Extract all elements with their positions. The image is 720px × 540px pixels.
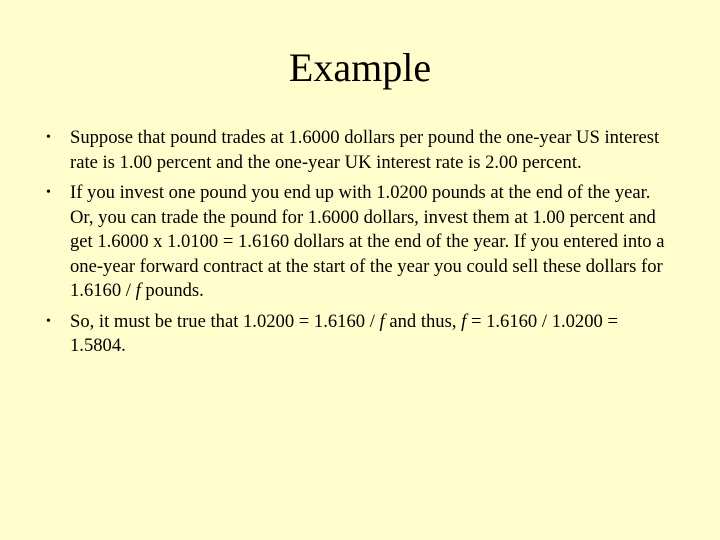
bullet-item	[44, 126, 674, 175]
bullet-text: and thus,	[384, 310, 462, 332]
variable-f: f	[135, 280, 141, 301]
bullet-dot-icon: •	[46, 185, 51, 200]
bullet-dot-icon: •	[46, 130, 51, 145]
slide-title: Example	[288, 45, 432, 90]
bullet-dot-icon: •	[46, 313, 51, 329]
bullet-text: If you invest one pound you end up with 1.0200 pounds at the end of the year. Or, you can trade the pound for 1.6000 dollars, invest them at 1.00 percent and get 1.6000 x 1.0100 = 1.6160 dollars at the end of the year. If you entered into a one-year forward contract at the start of the year you could sell these dollars for 1.6160 /	[70, 182, 665, 301]
bullet-text: Suppose that pound trades at 1.6000 dollars per pound the one-year US interest rate is 1.00 percent and the one-year UK interest rate is 2.00 percent.	[70, 127, 660, 173]
bullet-text: = 1.6160 / 1.0200 = 1.5804.	[70, 310, 618, 356]
variable-f: f	[379, 310, 385, 332]
bullet-text: So, it must be true that 1.0200 = 1.6160 /	[70, 310, 380, 332]
bullet-item	[44, 310, 674, 359]
bullet-text: pounds.	[140, 280, 204, 301]
bullet-list	[44, 126, 674, 365]
variable-f: f	[461, 310, 467, 332]
bullet-item	[44, 181, 674, 304]
